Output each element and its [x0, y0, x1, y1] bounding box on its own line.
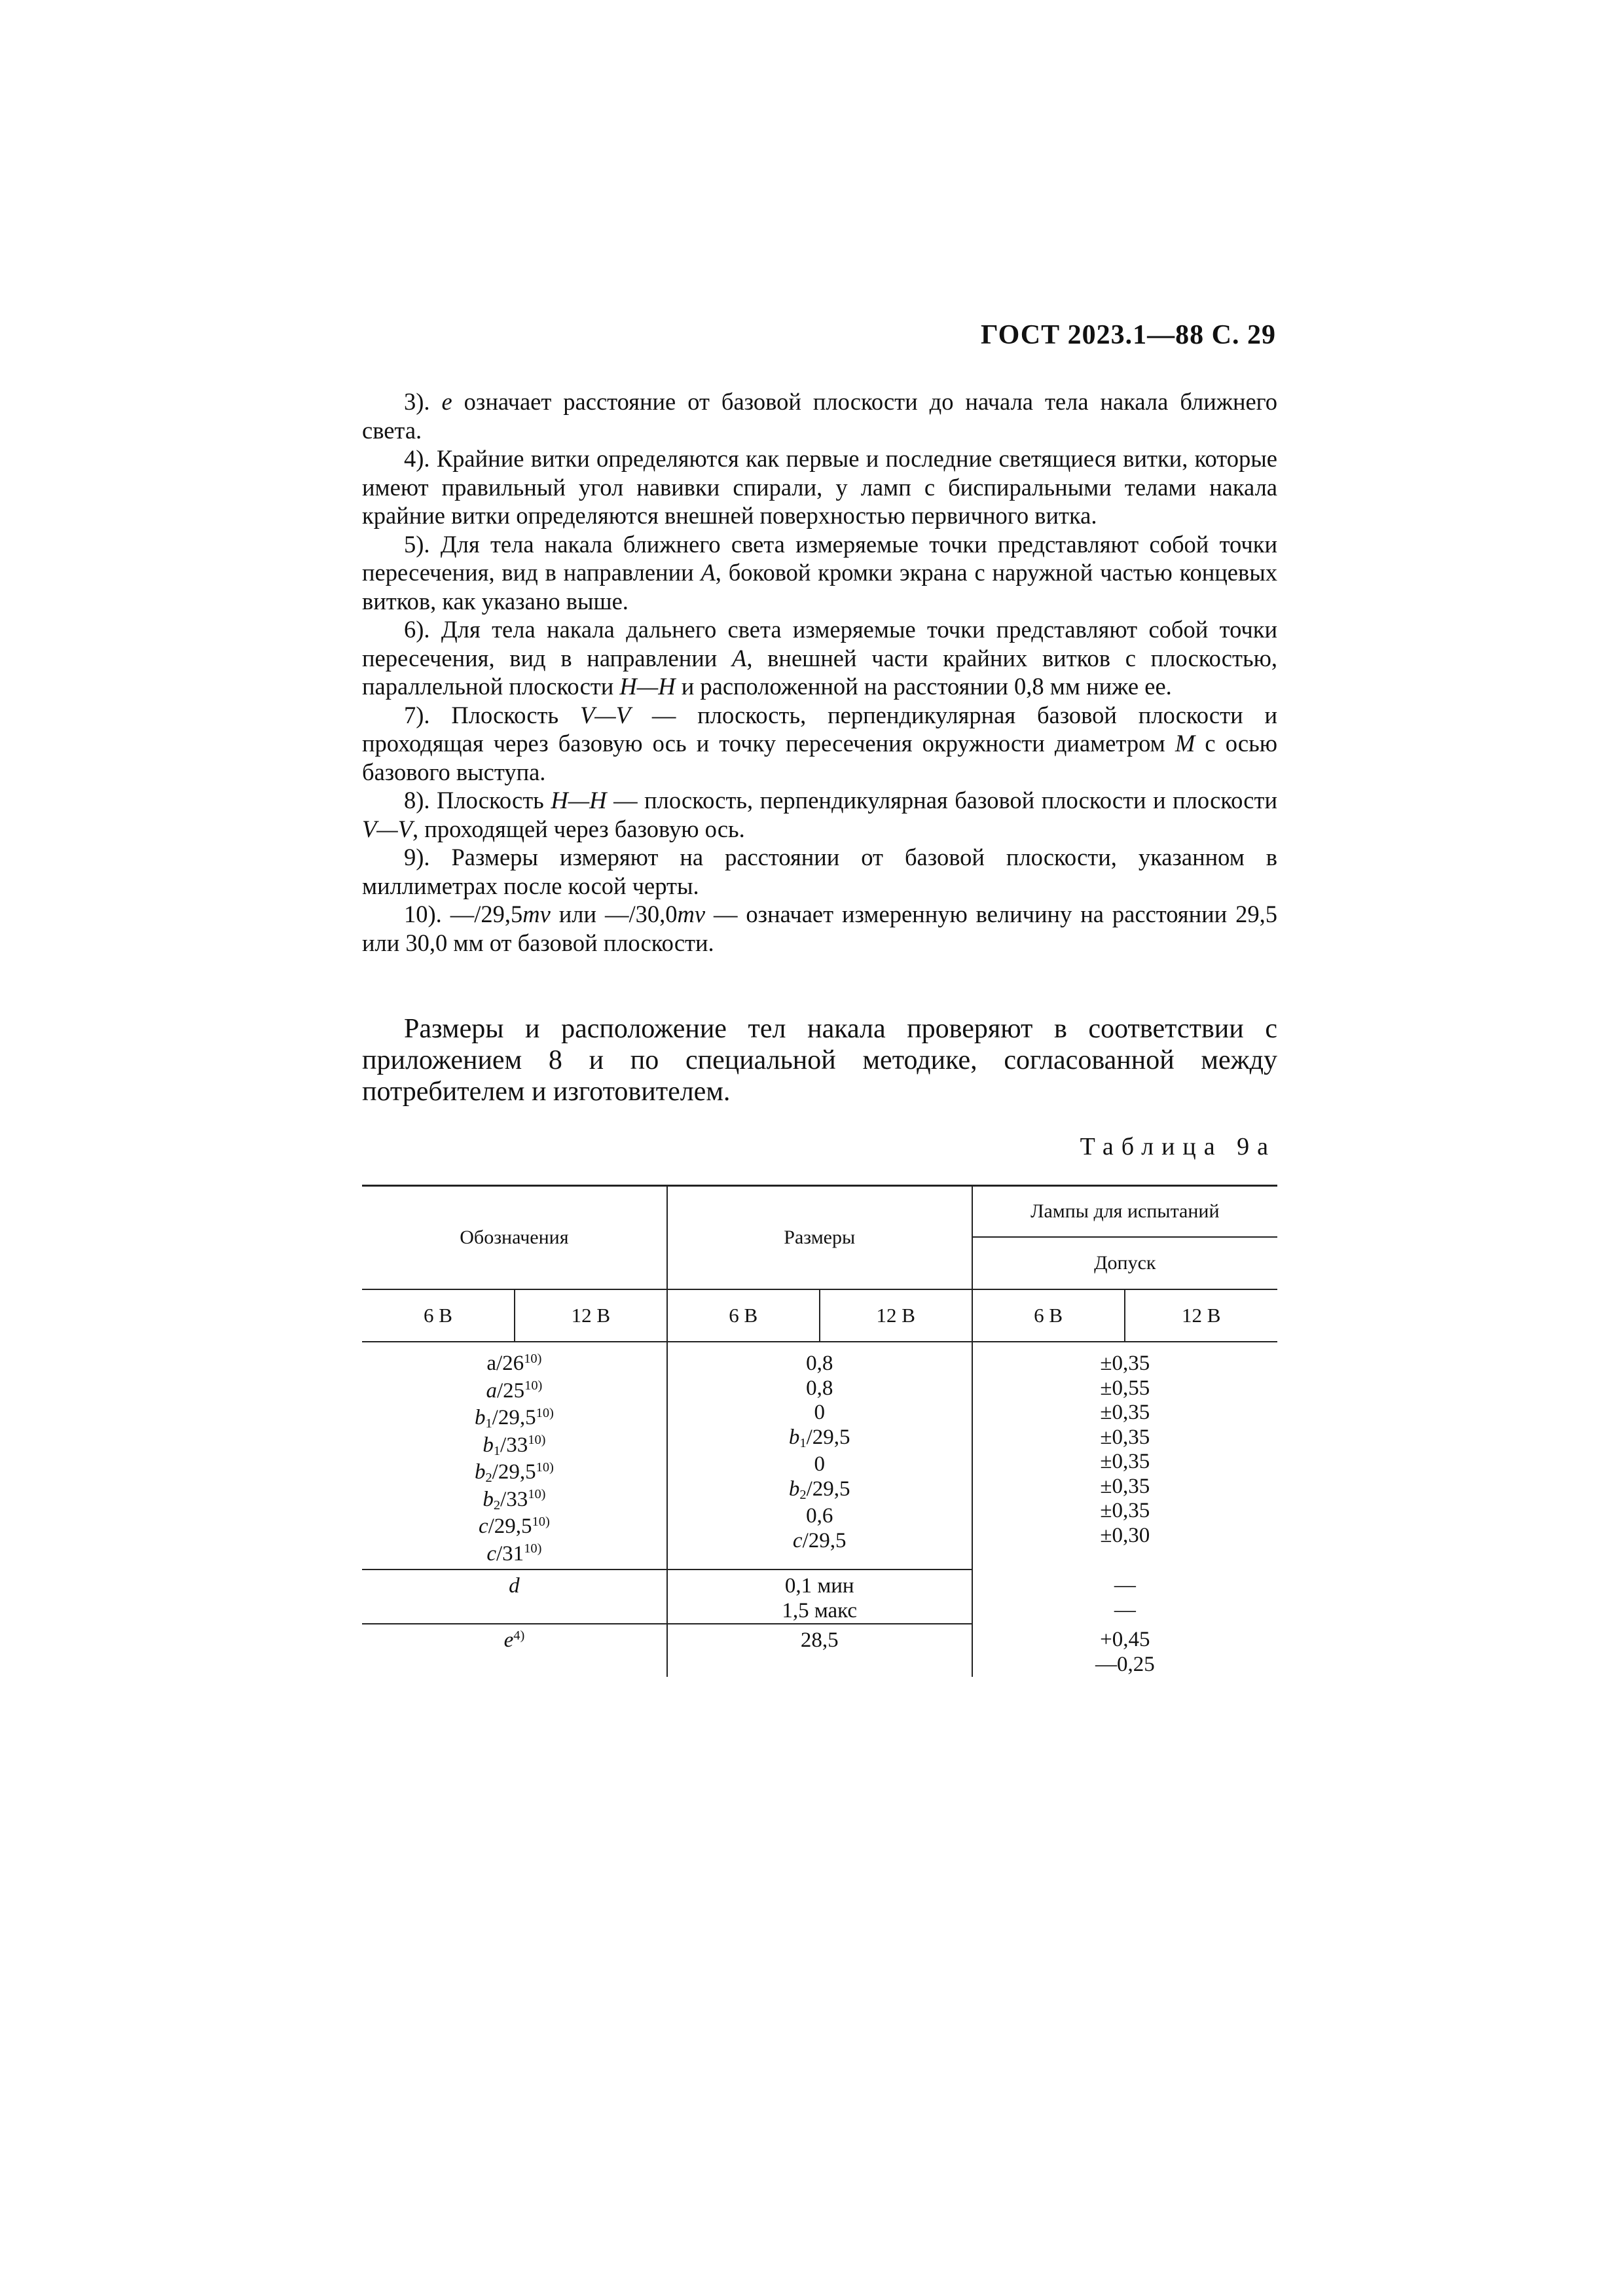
footnote: 4). Крайние витки определяются как первые и последние светящиеся витки, которые имеют правильный угол навивки спирали, у ламп с биспиральными телами накала крайние витки определяются внешней поверхностью первичного витка. [362, 445, 1277, 529]
footnote: 7). Плоскость V—V — плоскость, перпендикулярная базовой плоскости и проходящая через базовую ось и точку пересечения окружности диаметром М с осью базового выступа. [362, 701, 1277, 785]
table-caption: Таблица 9а [1080, 1133, 1276, 1160]
dimension-cell-line: 0,6 [806, 1504, 833, 1528]
designation-cell-line: a/25$^{10)}$ [486, 1378, 543, 1403]
notes-section [362, 387, 1277, 957]
header-designations: Обозначения [362, 1186, 667, 1290]
table-row [362, 1342, 1277, 1570]
dimension-cell [667, 1342, 972, 1570]
footnote: 9). Размеры измеряют на расстоянии от базовой плоскости, указанном в миллиметрах после косой черты. [362, 844, 1277, 899]
tolerance-cell-line: +0,45 [1100, 1628, 1150, 1651]
designation-cell-line: $b_2/33^{10)}$ [483, 1487, 546, 1513]
designation-cell-line: $e^{4)}$ [503, 1628, 525, 1652]
designation-cell [362, 1570, 667, 1624]
header-dimensions: Размеры [667, 1186, 972, 1290]
dimension-cell-line: 0 [814, 1452, 825, 1476]
designation-cell [362, 1342, 667, 1570]
header-voltage-6v: 6 В [362, 1289, 515, 1342]
designation-cell-line: $b_2/29,5^{10)}$ [474, 1460, 554, 1486]
tolerance-cell-line: ±0,35 [1100, 1352, 1150, 1375]
tolerance-cell-line: ±0,35 [1100, 1474, 1150, 1498]
header-voltage-6v: 6 В [667, 1289, 820, 1342]
tolerance-cell-line: —0,25 [1095, 1652, 1155, 1676]
dimension-cell-line: 0,8 [806, 1376, 833, 1400]
dimension-cell-line: $b_2/29,5$ [788, 1477, 850, 1502]
dimension-cell-line: $b_1/29,5$ [788, 1425, 850, 1450]
tolerance-cell [972, 1570, 1277, 1624]
dimensions-table [362, 1185, 1277, 1677]
dimension-cell-line: 28,5 [800, 1628, 839, 1652]
dimension-cell-line: 0 [814, 1401, 825, 1424]
designation-cell-line: $b_1/33^{10)}$ [483, 1433, 546, 1458]
header-test-lamps: Лампы для испытаний [972, 1186, 1277, 1238]
footnote: 3). е означает расстояние от базовой плоскости до начала тела накала ближнего света. [362, 388, 1277, 444]
header-voltage-12v: 12 В [1125, 1289, 1277, 1342]
tolerance-cell-line: ±0,35 [1100, 1425, 1150, 1449]
page-header: ГОСТ 2023.1—88 С. 29 [980, 320, 1276, 350]
footnote: 5). Для тела накала ближнего света измеряемые точки представляют собой точки пересечения, вид в направлении А, боковой кромки экрана с наружной частью концевых витков, как указано выше. [362, 530, 1277, 615]
header-voltage-12v: 12 В [515, 1289, 667, 1342]
designation-cell-line: d [509, 1574, 520, 1598]
tolerance-cell-line: ±0,55 [1100, 1376, 1150, 1400]
tolerance-cell [972, 1342, 1277, 1570]
dimension-cell-line: 1,5 макс [782, 1598, 858, 1623]
tolerance-cell [972, 1624, 1277, 1677]
designation-cell [362, 1624, 667, 1677]
header-tolerance: Допуск [972, 1237, 1277, 1289]
designation-cell-line: c/31$^{10)}$ [486, 1541, 542, 1566]
tolerance-cell-line: ±0,35 [1100, 1450, 1150, 1473]
tolerance-cell-line: — [1114, 1573, 1136, 1597]
designation-cell-line: c/29,5$^{10)}$ [478, 1514, 550, 1538]
dimension-cell-line: c/29,5 [792, 1528, 847, 1552]
designation-cell-line: a/26$^{10)}$ [486, 1351, 542, 1375]
tolerance-cell-line: ±0,35 [1100, 1401, 1150, 1424]
header-voltage-12v: 12 В [820, 1289, 972, 1342]
tolerance-cell-line: ±0,35 [1100, 1499, 1150, 1522]
designation-cell-line: $b_1/29,5^{10)}$ [474, 1405, 554, 1431]
footnote: 8). Плоскость Н—Н — плоскость, перпендикулярная базовой плоскости и плоскости V—V, проходящей через базовую ось. [362, 787, 1277, 842]
tolerance-cell-line: ±0,30 [1100, 1523, 1150, 1547]
intro-paragraph: Размеры и расположение тел накала проверяют в соответствии с приложением 8 и по специальной методике, согласованной между потребителем и изготовителем. [362, 1014, 1277, 1107]
table-row [362, 1624, 1277, 1677]
tolerance-cell-line: — [1114, 1598, 1136, 1622]
footnote: 6). Для тела накала дальнего света измеряемые точки представляют собой точки пересечения, вид в направлении А, внешней части крайних витков с плоскостью, параллельной плоскости Н—Н и расположенной на расстоянии 0,8 мм ниже ее. [362, 616, 1277, 700]
dimension-cell [667, 1624, 972, 1677]
table-row [362, 1570, 1277, 1624]
footnote: 10). —/29,5mv или —/30,0mv — означает измеренную величину на расстоянии 29,5 или 30,0 мм от базовой плоскости. [362, 901, 1278, 956]
header-voltage-6v: 6 В [972, 1289, 1125, 1342]
dimension-cell-line: 0,1 мин [784, 1574, 854, 1598]
dimension-cell [667, 1570, 972, 1624]
dimension-cell-line: 0,8 [806, 1352, 833, 1375]
